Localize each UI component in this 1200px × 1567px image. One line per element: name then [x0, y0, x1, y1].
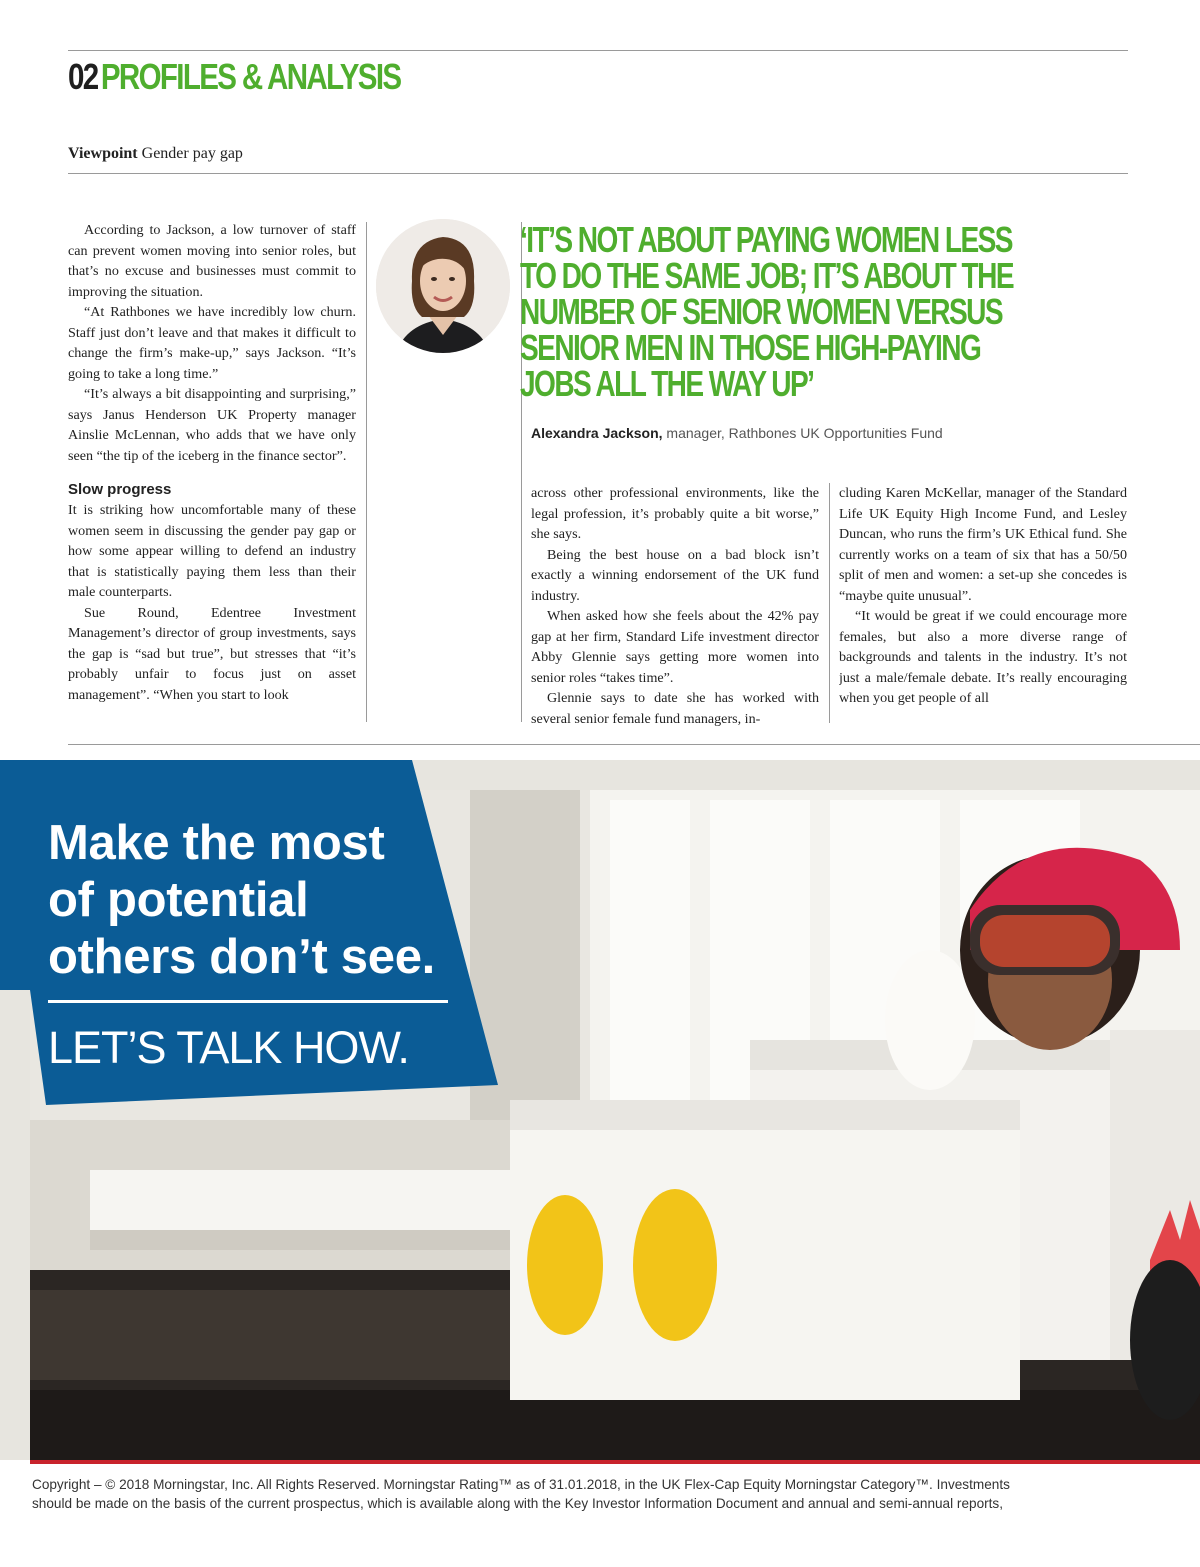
advert-call-to-action: LET’S TALK HOW.: [48, 1022, 409, 1073]
pull-quote: [520, 219, 1120, 404]
paragraph: It is striking how uncomfortable many of these women seem in discussing the gender pay gap or how some appear willing to defend an industry that is statistically paying them less than their male counterparts.: [68, 502, 356, 600]
article-column-3: [839, 483, 1127, 728]
section-title: PROFILES & ANALYSIS: [100, 56, 401, 97]
quote-attribution: [531, 425, 943, 441]
advert-headline: [48, 815, 508, 986]
kicker-label: Viewpoint: [68, 145, 138, 162]
paragraph: across other professional environments, like the legal profession, it’s probably quite a bit worse,” she says.: [531, 485, 819, 542]
attribution-name: Alexandra Jackson,: [531, 425, 663, 441]
paragraph: “It would be great if we could encourage more females, but also a more diverse range of backgrounds and talents in the industry. It’s not just a male/female debate. It’s really encouraging when you get people of all: [839, 608, 1127, 706]
subheading-slow-progress: Slow progress: [68, 481, 172, 498]
footer-rule: [30, 1460, 1200, 1464]
pull-quote-line: NUMBER OF SENIOR WOMEN VERSUS: [520, 291, 1003, 332]
paragraph: “It’s always a bit disappointing and surprising,” says Janus Henderson UK Property manager Ainslie McLennan, who adds that we have only seen “the tip of the iceberg in the finance sector”.: [68, 386, 356, 464]
advert-headline-line: of potential: [48, 873, 309, 927]
advert-headline-line: others don’t see.: [48, 930, 435, 984]
pull-quote-line: TO DO THE SAME JOB; IT’S ABOUT THE: [520, 255, 1013, 296]
article-end-rule: [68, 744, 1200, 745]
section-number: 02: [68, 56, 98, 97]
pull-quote-line: ‘IT’S NOT ABOUT PAYING WOMEN LESS: [520, 219, 1012, 260]
advert-divider: [48, 1000, 448, 1003]
pull-quote-line: SENIOR MEN IN THOSE HIGH-PAYING: [520, 327, 981, 368]
kicker-rule: [68, 173, 1128, 174]
paragraph: Sue Round, Edentree Investment Management’s director of group investments, says the gap is “sad but true”, but stresses that “it’s probably unfair to focus just on asset management”. “When you start to look: [68, 604, 356, 703]
footer-disclaimer: [32, 1476, 1162, 1513]
top-rule: [68, 50, 1128, 51]
paragraph: Glennie says to date she has worked with several senior female fund managers, in-: [531, 690, 819, 727]
advert-headline-line: Make the most: [48, 816, 385, 870]
footer-line: should be made on the basis of the current prospectus, which is available along with the Key Investor Information Document and annual and semi-annual reports,: [32, 1495, 1004, 1511]
attribution-role: manager, Rathbones UK Opportunities Fund: [666, 425, 943, 441]
paragraph: According to Jackson, a low turnover of staff can prevent women moving into senior roles, but that’s no excuse and businesses must commit to improving the situation.: [68, 222, 356, 300]
kicker-topic: Gender pay gap: [141, 145, 243, 162]
article-column-2: [531, 483, 819, 728]
paragraph: “At Rathbones we have incredibly low churn. Staff just don’t leave and that makes it difficult to change the firm’s make-up,” says Jackson. “It’s going to take a long time.”: [68, 304, 356, 382]
paragraph: cluding Karen McKellar, manager of the Standard Life UK Equity High Income Fund, and Lesley Duncan, who runs the firm’s UK Ethical fund. She currently works on a team of six that has a 50/50 split of men and women: a set-up she concedes is “maybe quite unusual”.: [839, 485, 1127, 604]
column-divider: [829, 483, 830, 723]
section-heading: [68, 56, 400, 98]
advertisement: [0, 760, 1200, 1460]
footer-line: Copyright – © 2018 Morningstar, Inc. All Rights Reserved. Morningstar Rating™ as of 31.01.2018, in the UK Flex-Cap Equity Morningstar Category™. Investments: [32, 1477, 1010, 1492]
article-column-1: [68, 220, 356, 725]
pull-quote-line: JOBS ALL THE WAY UP’: [520, 363, 814, 404]
article-kicker: [68, 145, 243, 163]
column-divider: [366, 222, 367, 722]
paragraph: Being the best house on a bad block isn’t exactly a winning endorsement of the UK fund industry.: [531, 546, 819, 604]
author-portrait: [376, 219, 510, 353]
paragraph: When asked how she feels about the 42% pay gap at her firm, Standard Life investment director Abby Glennie says getting more women into senior roles “takes time”.: [531, 608, 819, 686]
